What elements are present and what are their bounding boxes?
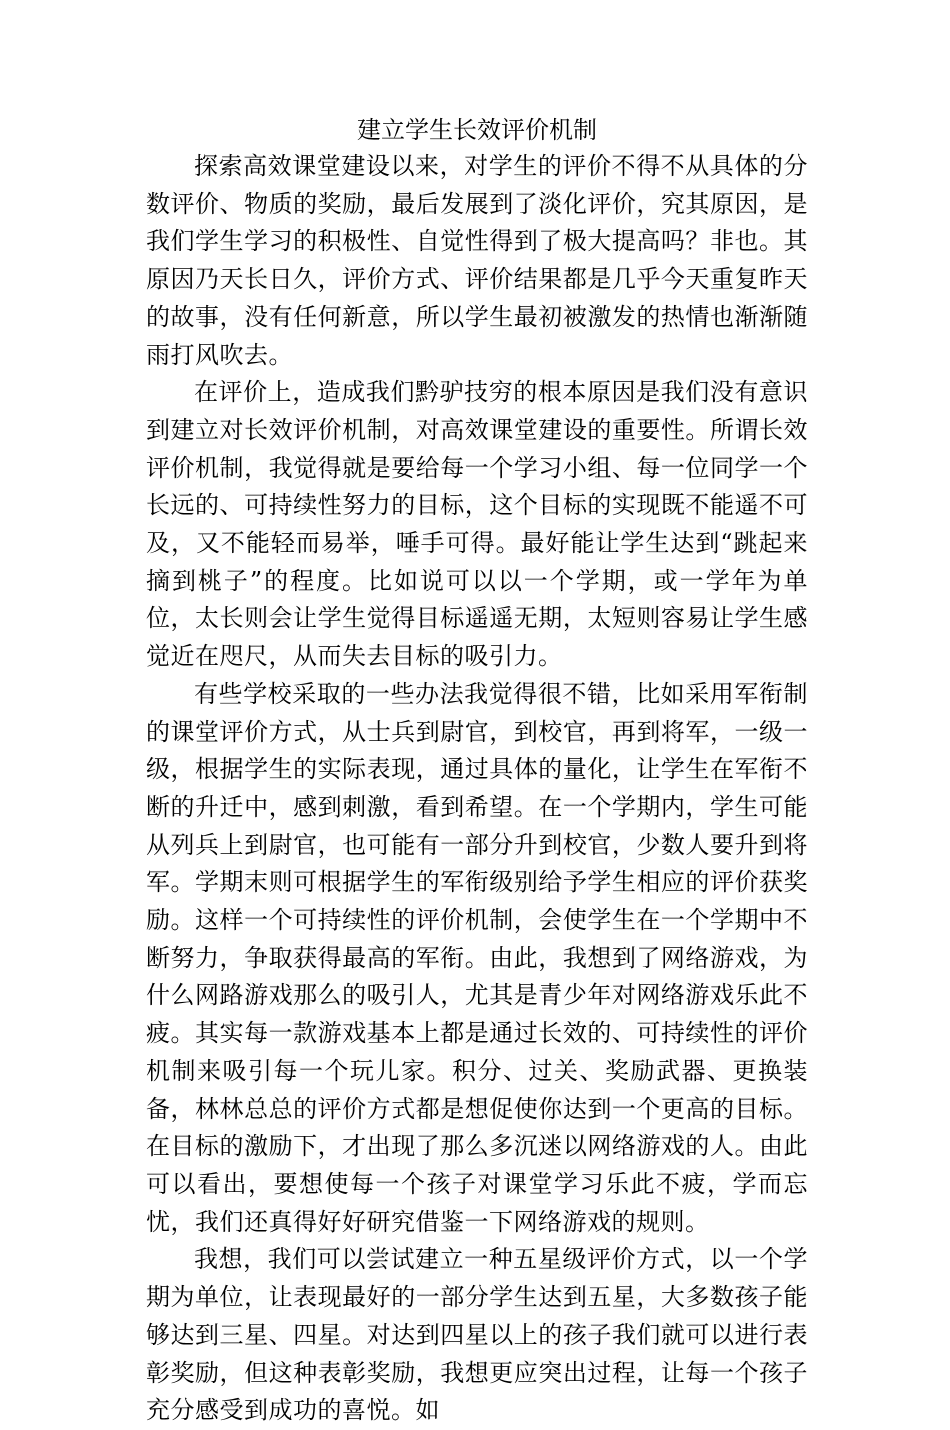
- paragraph-4: 我想，我们可以尝试建立一种五星级评价方式，以一个学期为单位，让表现最好的一部分学生达到五星，大多数孩子能够达到三星、四星。对达到四星以上的孩子我们就可以进行表彰奖励，但这种表彰奖励，我想更应突出过程，让每一个孩子充分感受到成功的喜悦。如: [146, 1245, 808, 1425]
- document-body: [146, 112, 808, 1430]
- paragraph-3: 有些学校采取的一些办法我觉得很不错，比如采用军衔制的课堂评价方式，从士兵到尉官，到校官，再到将军，一级一级，根据学生的实际表现，通过具体的量化，让学生在军衔不断的升迁中，感到刺激，看到希望。在一个学期内，学生可能从列兵上到尉官，也可能有一部分升到校官，少数人要升到将军。学期末则可根据学生的军衔级别给予学生相应的评价获奖励。这样一个可持续性的评价机制，会使学生在一个学期中不断努力，争取获得最高的军衔。由此，我想到了网络游戏，为什么网路游戏那么的吸引人，尤其是青少年对网络游戏乐此不疲。其实每一款游戏基本上都是通过长效的、可持续性的评价机制来吸引每一个玩儿家。积分、过关、奖励武器、更换装备，林林总总的评价方式都是想促使你达到一个更高的目标。在目标的激励下，才出现了那么多沉迷以网络游戏的人。由此可以看出，要想使每一个孩子对课堂学习乐此不疲，学而忘忧，我们还真得好好研究借鉴一下网络游戏的规则。: [146, 679, 808, 1236]
- document-title: 建立学生长效评价机制: [357, 116, 597, 144]
- paragraph-1: 探索高效课堂建设以来，对学生的评价不得不从具体的分数评价、物质的奖励，最后发展到了淡化评价，究其原因，是我们学生学习的积极性、自觉性得到了极大提高吗？非也。其原因乃天长日久，评价方式、评价结果都是几乎今天重复昨天的故事，没有任何新意，所以学生最初被激发的热情也渐渐随雨打风吹去。: [146, 152, 808, 369]
- paragraph-2: 在评价上，造成我们黔驴技穷的根本原因是我们没有意识到建立对长效评价机制，对高效课堂建设的重要性。所谓长效评价机制，我觉得就是要给每一个学习小组、每一位同学一个长远的、可持续性努力的目标，这个目标的实现既不能遥不可及，又不能轻而易举，唾手可得。最好能让学生达到“跳起来摘到桃子”的程度。比如说可以以一个学期，或一学年为单位，太长则会让学生觉得目标遥遥无期，太短则容易让学生感觉近在咫尺，从而失去目标的吸引力。: [146, 378, 808, 671]
